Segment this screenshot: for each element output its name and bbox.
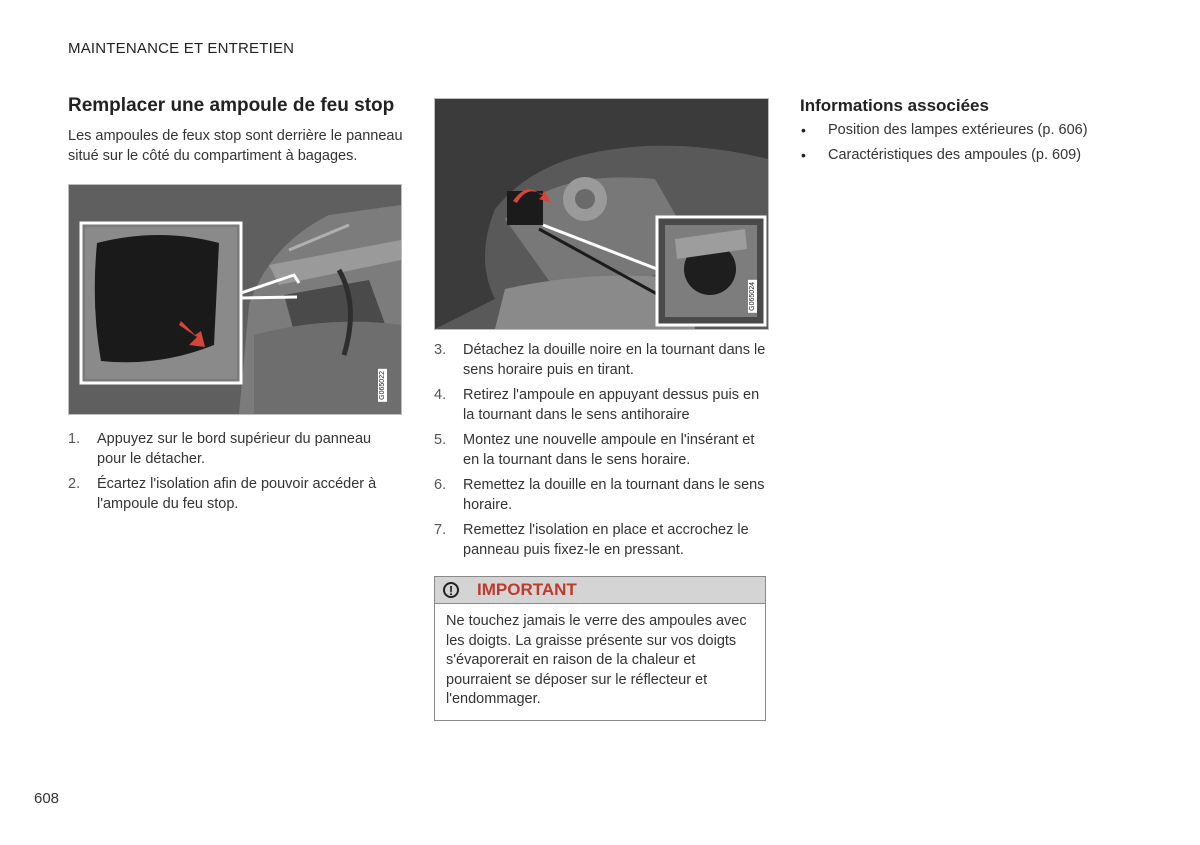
list-item: 3. Détachez la douille noire en la tournant dans le sens horaire puis en tirant.	[434, 342, 766, 378]
column-left	[68, 94, 404, 519]
column-right	[800, 94, 1130, 170]
important-notice	[434, 576, 766, 721]
list-item: 2. Écartez l'isolation afin de pouvoir accéder à l'ampoule du feu stop.	[68, 476, 377, 512]
related-links-list	[800, 120, 1130, 165]
steps-list-left	[68, 429, 404, 514]
intro-paragraph: Les ampoules de feux stop sont derrière le panneau situé sur le côté du compartiment à bagages.	[68, 128, 403, 164]
important-body: Ne touchez jamais le verre des ampoules avec les doigts. La graisse présente sur vos doigts s'évaporerait en raison de la chaleur et pourraient se déposer sur le réflecteur et l'endommager.	[446, 613, 747, 707]
list-item: 4. Retirez l'ampoule en appuyant dessus puis en la tournant dans le sens antihoraire	[434, 387, 760, 423]
section-title: Remplacer une ampoule de feu stop	[68, 95, 395, 116]
important-title: IMPORTANT	[477, 580, 577, 599]
important-header	[435, 577, 765, 604]
page-number: 608	[34, 790, 60, 807]
list-item: 5. Montez une nouvelle ampoule en l'insérant et en la tournant dans le sens horaire.	[434, 432, 755, 468]
column-middle	[434, 94, 768, 721]
bulb-socket-drawing	[435, 99, 768, 329]
list-item: 7. Remettez l'isolation en place et accrochez le panneau puis fixez-le en pressant.	[434, 522, 749, 558]
related-info-title: Informations associées	[800, 96, 989, 115]
list-item: 6. Remettez la douille en la tournant dans le sens horaire.	[434, 477, 765, 513]
bulb-socket-illustration	[434, 98, 769, 330]
warning-icon: !	[443, 582, 459, 598]
trunk-panel-drawing	[69, 185, 401, 414]
figure-code: G065022	[379, 371, 386, 400]
trunk-panel-illustration	[68, 184, 402, 415]
related-link-exterior-lamps[interactable]: • Position des lampes extérieures (p. 606)	[801, 122, 1088, 138]
list-item: 1. Appuyez sur le bord supérieur du panneau pour le détacher.	[68, 431, 372, 467]
steps-list-middle	[434, 340, 768, 560]
section-header: MAINTENANCE ET ENTRETIEN	[68, 40, 295, 57]
figure-code: G065024	[749, 282, 756, 311]
related-link-bulb-specs[interactable]: • Caractéristiques des ampoules (p. 609)	[801, 147, 1082, 163]
